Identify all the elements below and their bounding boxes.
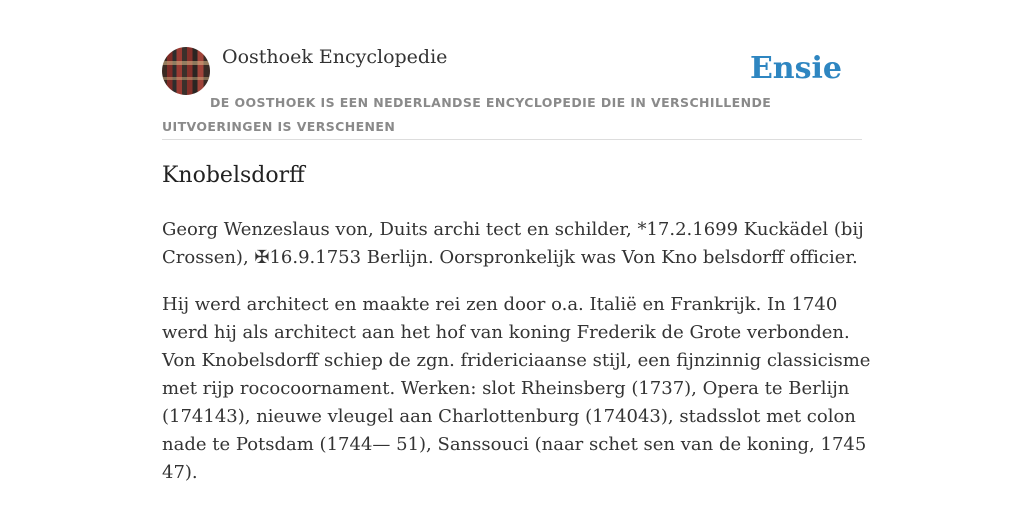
header-divider [162,139,862,140]
entry-paragraph-1: Georg Wenzeslaus von, Duits archi tect en schilder, *17.2.1699 Kuckädel (bij Crossen), ✠16.9.1753 Berlijn. Oorspronkelijk was Von Kno belsdorff officier. [162,219,864,268]
site-tagline: DE OOSTHOEK IS EEN NEDERLANDSE ENCYCLOPEDIE DIE IN VERSCHILLENDE UITVOERINGEN IS VERSCHENEN [162,95,772,134]
entry-paragraph-2: Hij werd architect en maakte rei zen door o.a. Italië en Frankrijk. In 1740 werd hij als architect aan het hof van koning Frederik de Grote verbonden. Von Knobelsdorff schiep de zgn. fridericiaanse stijl, een fijnzinnig classicisme met rijp rococoornament. Werken: slot Rheinsberg (1737), Opera te Berlijn (174143), nieuwe vleugel aan Charlottenburg (174043), stadsslot met colon nade te Potsdam (1744— 51), Sanssouci (naar schet sen van de koning, 1745 47). [162,294,871,483]
site-title[interactable]: Oosthoek Encyclopedie [222,46,448,68]
encyclopedia-avatar[interactable] [162,47,210,95]
brand-logo[interactable]: Ensie [749,51,842,86]
entry-title: Knobelsdorff [162,163,305,188]
